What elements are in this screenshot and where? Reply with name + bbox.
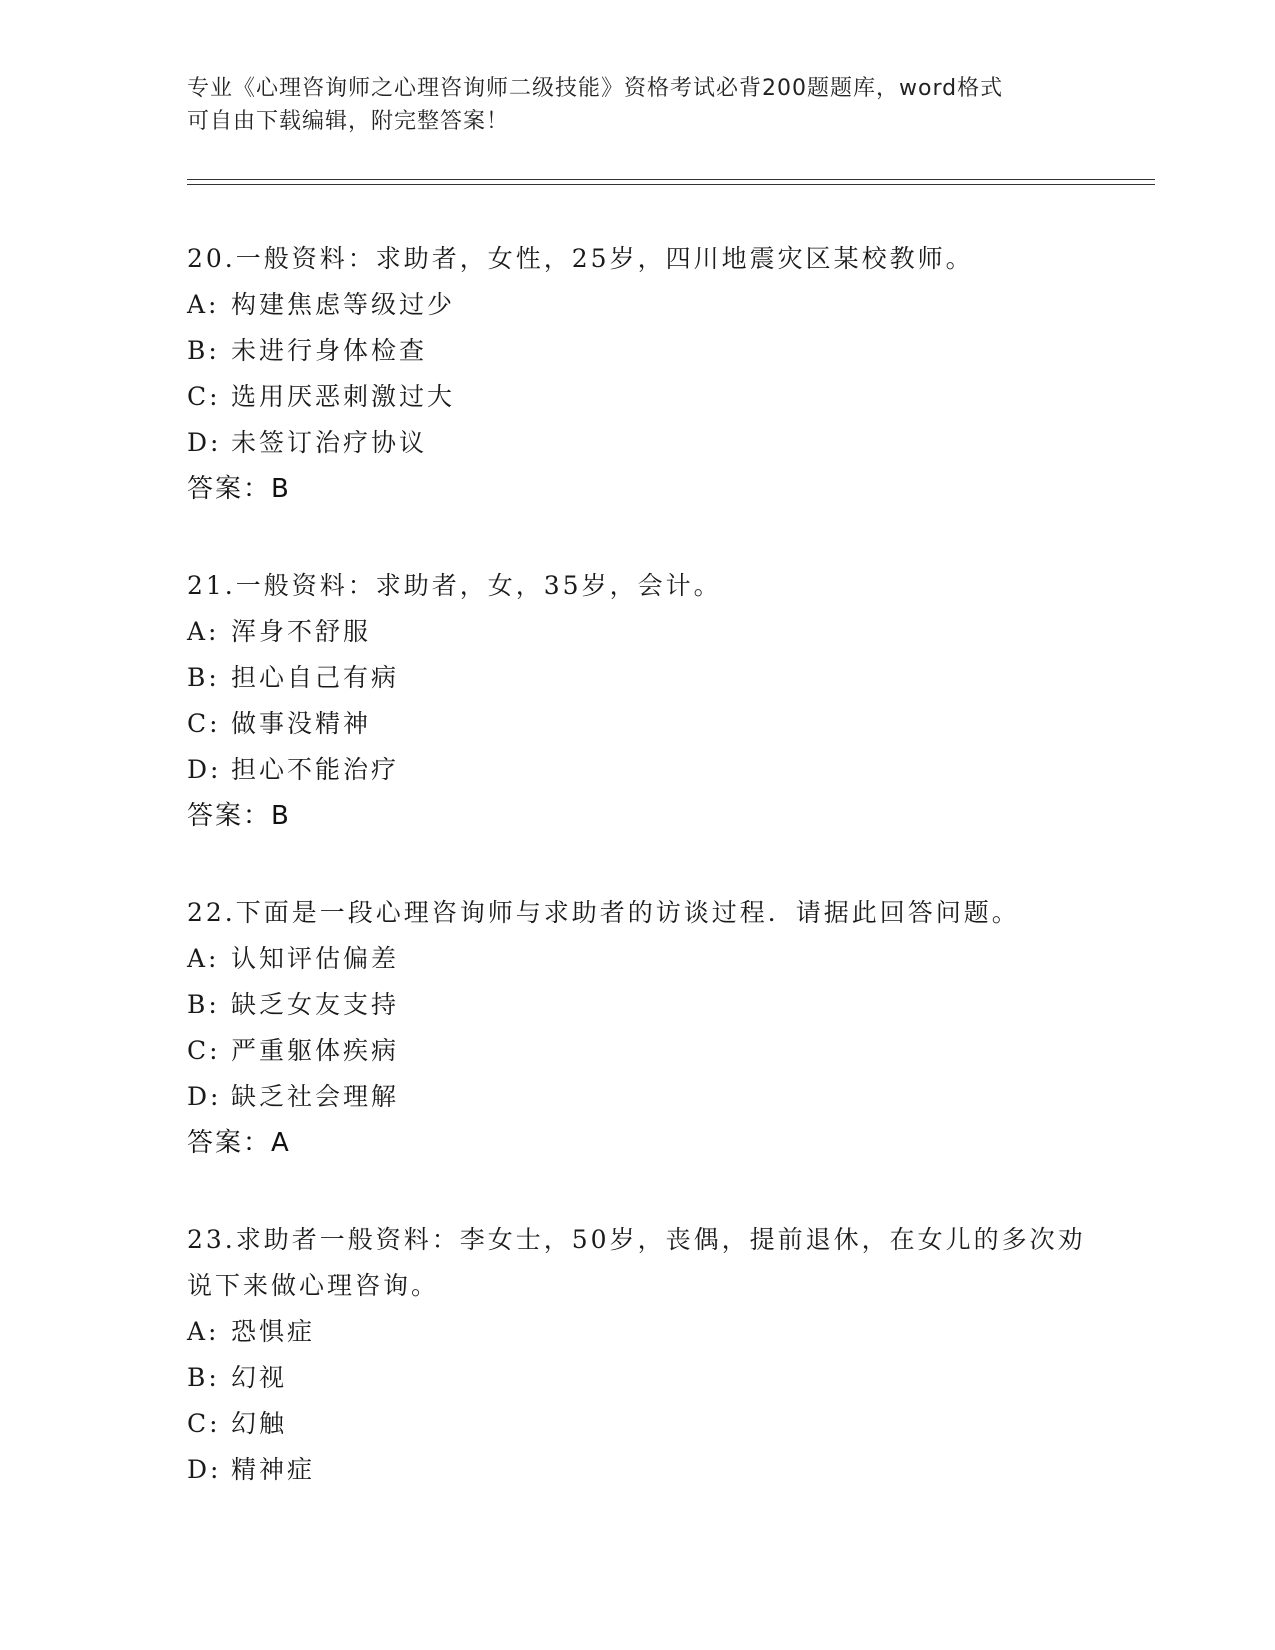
option-c	[187, 1028, 1155, 1074]
option-text: 幻触	[231, 1409, 288, 1438]
option-letter: D:	[187, 1082, 222, 1111]
option-text: 恐惧症	[231, 1317, 316, 1346]
option-d	[187, 420, 1155, 466]
option-text: 担心不能治疗	[231, 755, 400, 784]
option-letter: A:	[187, 944, 220, 973]
option-letter: C:	[187, 1036, 221, 1065]
option-letter: C:	[187, 1409, 221, 1438]
option-c	[187, 701, 1155, 747]
option-text: 缺乏女友支持	[231, 990, 400, 1019]
header-line-2: 可自由下载编辑，附完整答案！	[187, 109, 510, 134]
option-text: 未进行身体检查	[231, 336, 428, 365]
option-text: 浑身不舒服	[231, 617, 372, 646]
option-letter: B:	[187, 990, 220, 1019]
header-line-1: 专业《心理咨询师之心理咨询师二级技能》资格考试必背200题题库，word格式	[187, 76, 1004, 101]
option-letter: D:	[187, 428, 222, 457]
option-text: 做事没精神	[231, 709, 372, 738]
option-b	[187, 1355, 1155, 1401]
answer-line: 答案：B	[187, 801, 291, 831]
question-21	[187, 563, 1155, 837]
option-letter: A:	[187, 1317, 220, 1346]
option-c	[187, 374, 1155, 420]
option-a	[187, 282, 1155, 328]
option-text: 构建焦虑等级过少	[231, 290, 456, 319]
option-letter: D:	[187, 755, 222, 784]
option-d	[187, 1074, 1155, 1120]
option-letter: B:	[187, 1363, 220, 1392]
question-20	[187, 236, 1155, 510]
question-stem: 23.求助者一般资料：李女士，50岁，丧偶，提前退休，在女儿的多次劝说下来做心理咨询。	[187, 1225, 1086, 1300]
question-list	[187, 236, 1155, 1546]
answer-line: 答案：A	[187, 1128, 291, 1158]
option-b	[187, 982, 1155, 1028]
option-letter: C:	[187, 382, 221, 411]
option-text: 未签订治疗协议	[231, 428, 428, 457]
question-stem: 22.下面是一段心理咨询师与求助者的访谈过程．请据此回答问题。	[187, 898, 1020, 927]
option-letter: B:	[187, 336, 220, 365]
option-letter: C:	[187, 709, 221, 738]
option-text: 认知评估偏差	[231, 944, 400, 973]
option-a	[187, 609, 1155, 655]
question-22	[187, 890, 1155, 1164]
header-divider-top	[187, 179, 1155, 180]
option-text: 幻视	[231, 1363, 288, 1392]
header-divider-bottom	[187, 184, 1155, 185]
question-stem: 20.一般资料：求助者，女性，25岁，四川地震灾区某校教师。	[187, 244, 974, 273]
option-a	[187, 936, 1155, 982]
option-text: 选用厌恶刺激过大	[231, 382, 456, 411]
option-d	[187, 1447, 1155, 1493]
option-text: 严重躯体疾病	[231, 1036, 400, 1065]
option-text: 精神症	[231, 1455, 316, 1484]
question-23	[187, 1217, 1155, 1493]
option-letter: D:	[187, 1455, 222, 1484]
option-letter: A:	[187, 617, 220, 646]
option-letter: B:	[187, 663, 220, 692]
option-c	[187, 1401, 1155, 1447]
option-d	[187, 747, 1155, 793]
option-b	[187, 655, 1155, 701]
question-stem: 21.一般资料：求助者，女，35岁，会计。	[187, 571, 722, 600]
option-letter: A:	[187, 290, 220, 319]
option-text: 缺乏社会理解	[231, 1082, 400, 1111]
option-text: 担心自己有病	[231, 663, 400, 692]
document-header	[187, 72, 1067, 138]
option-b	[187, 328, 1155, 374]
answer-line: 答案：B	[187, 474, 291, 504]
option-a	[187, 1309, 1155, 1355]
